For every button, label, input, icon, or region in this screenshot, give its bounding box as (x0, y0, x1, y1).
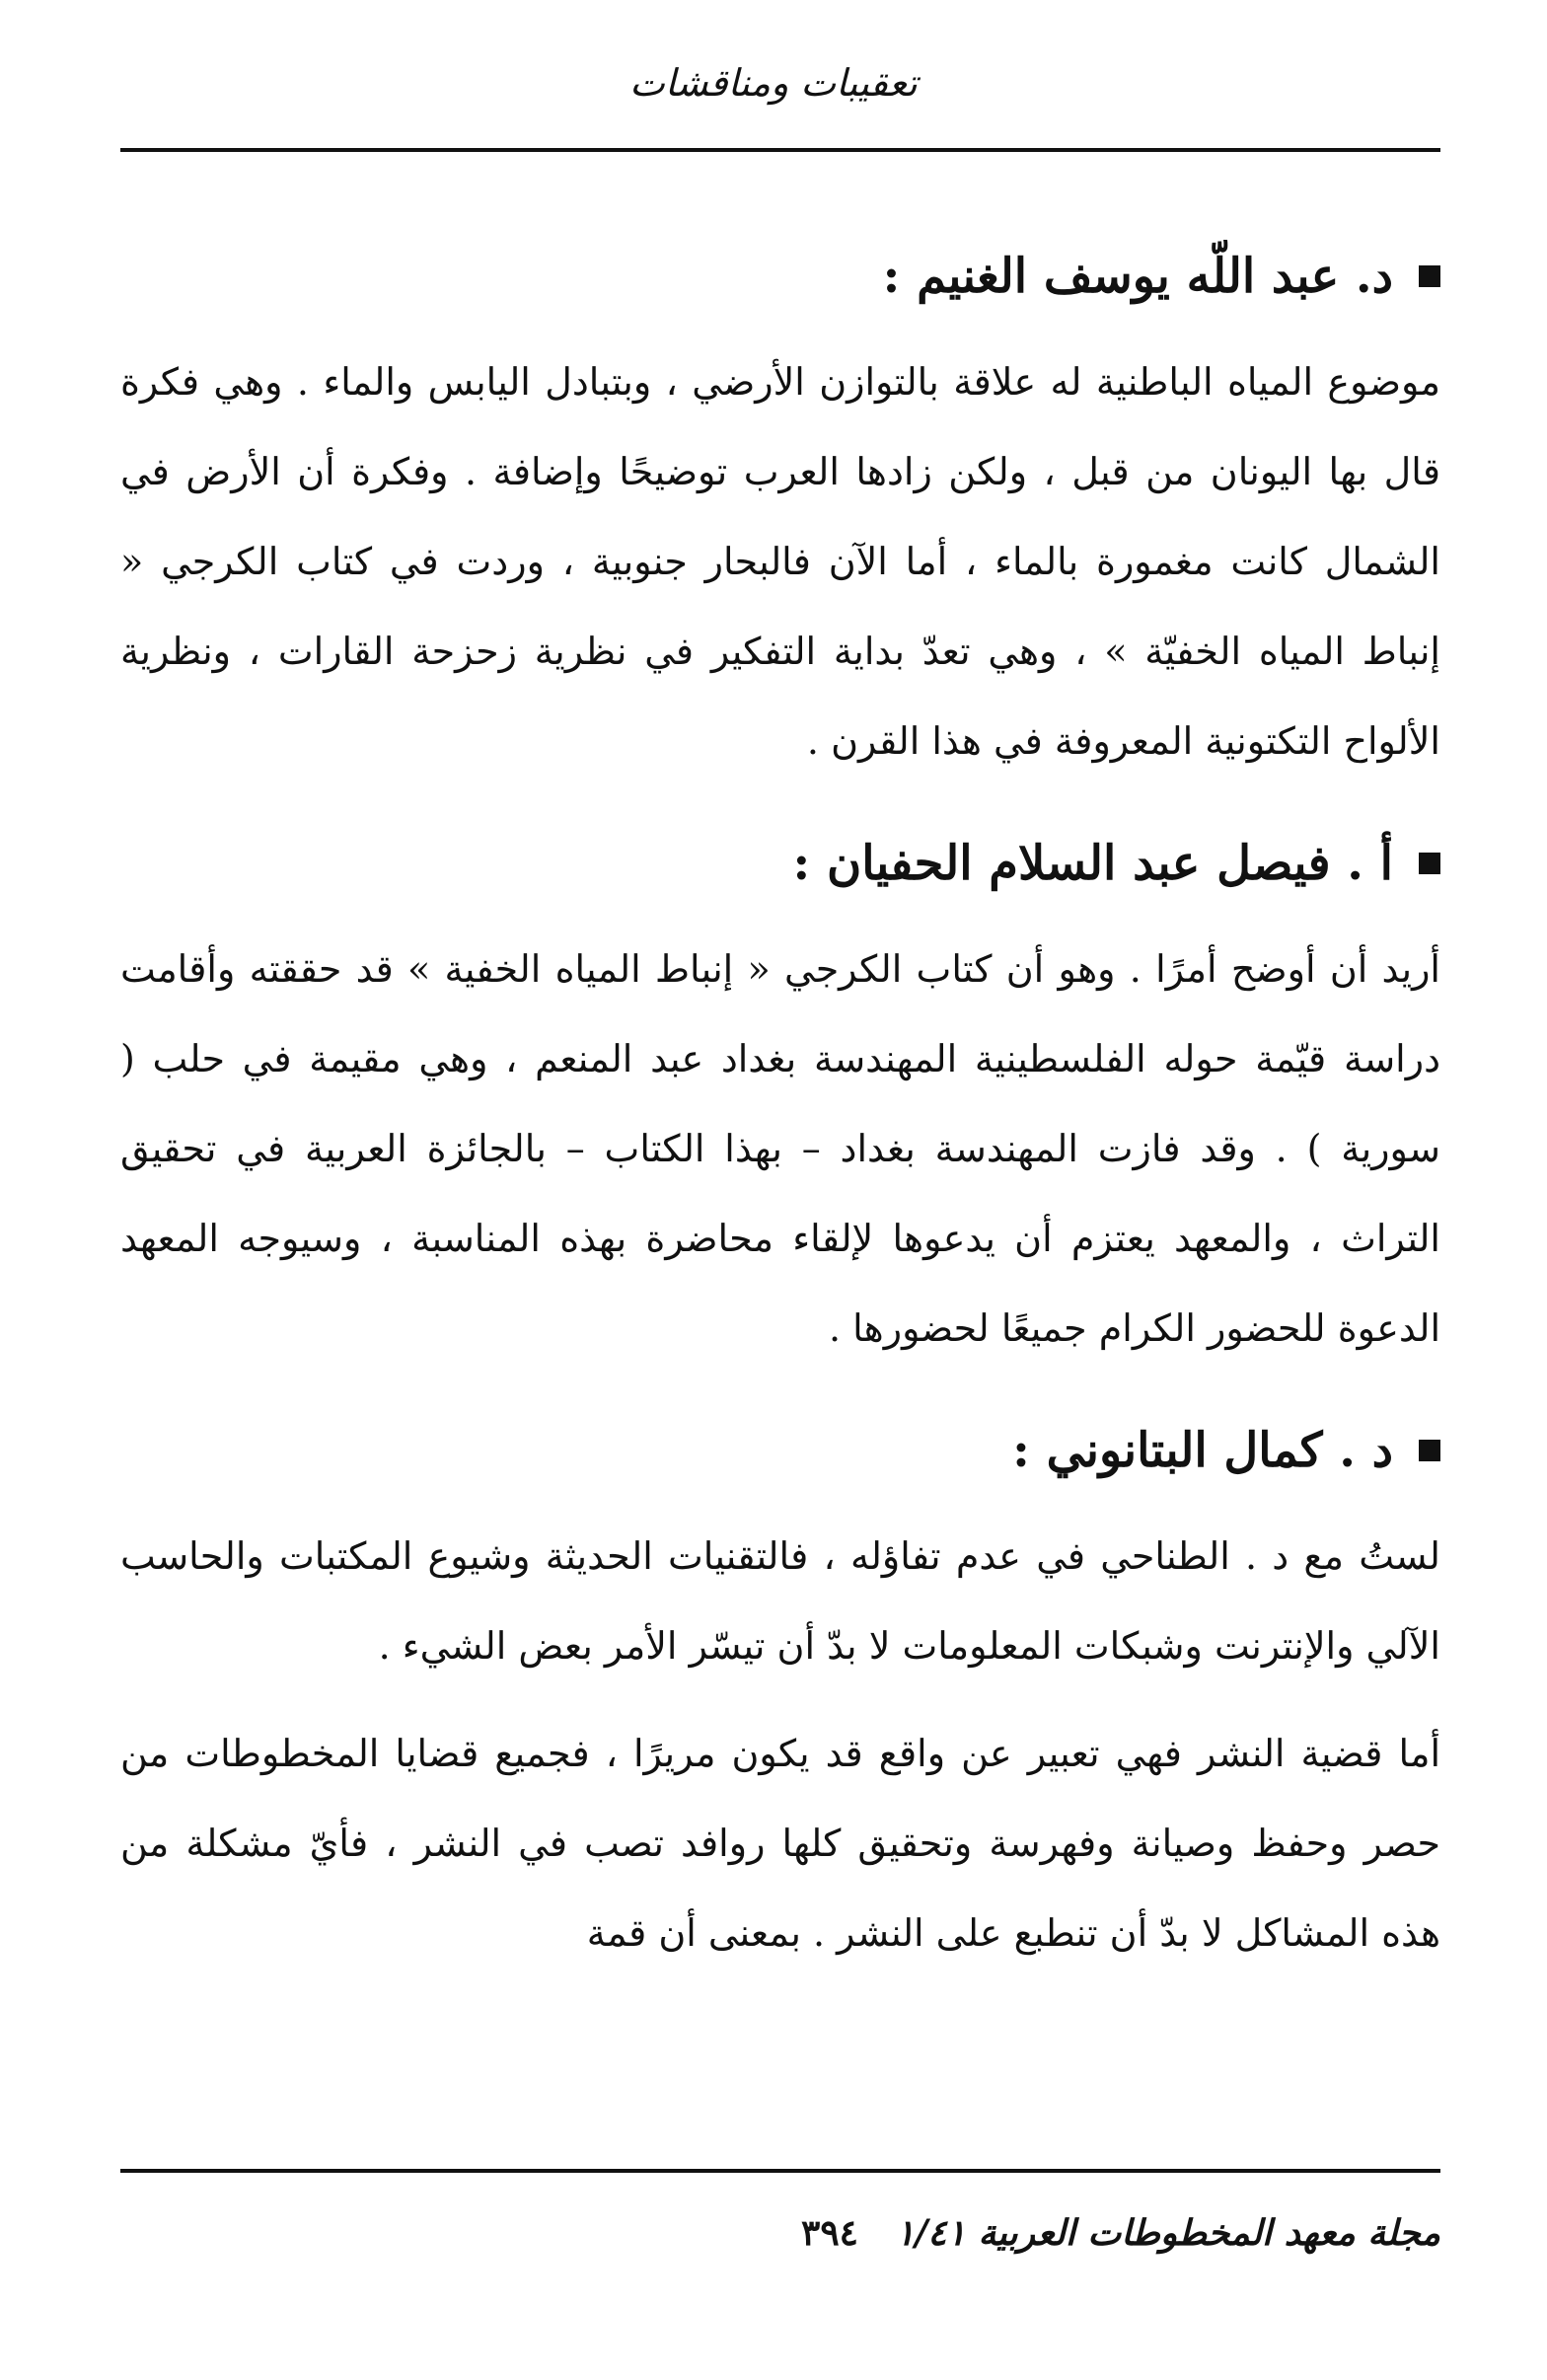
comment-paragraph: لستُ مع د . الطناحي في عدم تفاؤله ، فالتقنيات الحديثة وشيوع المكتبات والحاسب الآلي والإنترنت وشبكات المعلومات لا بدّ أن تيسّر الأمر بعض الشيء . (120, 1534, 1440, 1668)
page-number: ٣٩٤ (800, 2212, 858, 2254)
speaker-heading (120, 229, 1440, 324)
journal-citation: مجلة معهد المخطوطات العربية ١/٤١ (895, 2212, 1440, 2254)
body-text (120, 229, 1440, 1996)
comment-paragraph: أريد أن أوضح أمرًا . وهو أن كتاب الكرجي « إنباط المياه الخفية » قد حققته وأقامت دراسة قيّمة حوله الفلسطينية المهندسة بغداد عبد المنعم ، وهي مقيمة في حلب ( سورية ) . وقد فازت المهندسة بغداد – بهذا الكتاب – بالجائزة العربية في تحقيق التراث ، والمعهد يعتزم أن يدعوها لإلقاء محاضرة بهذه المناسبة ، وسيوجه المعهد الدعوة للحضور الكرام جميعًا لحضورها . (120, 947, 1440, 1350)
speaker-name: أ . فيصل عبد السلام الحفيان : (792, 836, 1393, 891)
speaker-heading (120, 1403, 1440, 1498)
square-bullet-icon (1419, 265, 1440, 287)
comment-section-1 (120, 229, 1440, 786)
comment-section-3 (120, 1403, 1440, 1978)
speaker-name: د . كمال البتانوني : (1012, 1423, 1393, 1478)
page-footer (120, 2212, 1440, 2271)
footer-rule (120, 2169, 1440, 2173)
running-head: تعقيبات ومناقشات (629, 61, 918, 105)
speaker-name: د. عبد اللّه يوسف الغنيم : (882, 249, 1393, 304)
square-bullet-icon (1419, 853, 1440, 874)
square-bullet-icon (1419, 1440, 1440, 1461)
speaker-heading (120, 816, 1440, 911)
comment-section-2 (120, 816, 1440, 1374)
comment-paragraph: أما قضية النشر فهي تعبير عن واقع قد يكون مريرًا ، فجميع قضايا المخطوطات من حصر وحفظ وصيانة وفهرسة وتحقيق كلها روافد تصب في النشر ، فأيّ مشكلة من هذه المشاكل لا بدّ أن تنطبع على النشر . بمعنى أن قمة (120, 1732, 1440, 1955)
comment-paragraph: موضوع المياه الباطنية له علاقة بالتوازن الأرضي ، وبتبادل اليابس والماء . وهي فكرة قال بها اليونان من قبل ، ولكن زادها العرب توضيحًا وإضافة . وفكرة أن الأرض في الشمال كانت مغمورة بالماء ، أما الآن فالبحار جنوبية ، وردت في كتاب الكرجي « إنباط المياه الخفيّة » ، وهي تعدّ بداية التفكير في نظرية زحزحة القارات ، ونظرية الألواح التكتونية المعروفة في هذا القرن . (120, 360, 1440, 763)
header-rule (120, 148, 1440, 152)
